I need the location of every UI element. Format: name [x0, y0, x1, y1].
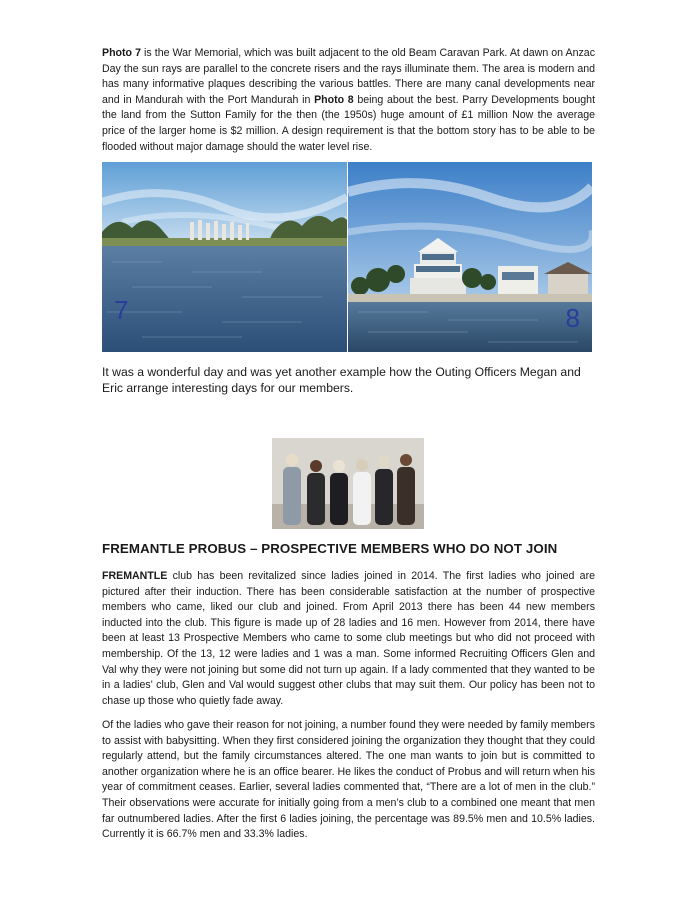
photo8-number: 8 — [565, 303, 580, 333]
photo-war-memorial — [102, 162, 347, 352]
section-heading: FREMANTLE PROBUS – PROSPECTIVE MEMBERS WHO DO NOT JOIN — [102, 541, 558, 556]
paragraph-lead: FREMANTLE — [102, 570, 168, 582]
photo-new-lady-members — [272, 438, 424, 529]
photo7-label: Photo 7 — [102, 47, 141, 59]
photo8-label: Photo 8 — [314, 93, 354, 106]
paragraph-war-memorial — [102, 46, 595, 155]
paragraph-text-b: being about the best. Parry Developments bought the land from the Sutton Family for the then (the 1950s) huge amount of £1 million Now the average price of the larger home is $2 million. A design requirement is that the bottom story has to be able to be flooded without major damage should the water level rise. — [102, 93, 596, 153]
paragraph-body: club has been revitalized since ladies joined in 2014. The first ladies who joined are pictured after their induction. There has been considerable satisfaction at the number of prospective members who came, liked our club and joined. From April 2013 there has been 44 new members inducted into the club. This figure is made up of 28 ladies and 16 men. However from 2014, there have been at least 13 Prospective Members who came to some club meetings but who did not proceed with membership. Of the 13, 12 were ladies and 1 was a man. Some informed Recruiting Officers Glen and Val why they were not joining but some did not turn up again. If a lady commented that they wanted to be in a ladies' club, Glen and Val would suggest other clubs that may suit them. Our policy has been not to chase up those who quietly fade away. — [102, 570, 595, 707]
paragraph-fremantle-club — [102, 569, 595, 709]
photo7-number: 7 — [114, 295, 129, 325]
paragraph-reasons-not-joining: Of the ladies who gave their reason for not joining, a number found they were needed by family members to assist with babysitting. When they first considered joining the organization they thought that they could regularly attend, but the family circumstances altered. The one man wants to join but is committed to another organization where he is an office bearer. He likes the conduct of Probus and will return when his year of commitment ceases. Earlier, several ladies commented that, “There are a lot of men in the club.” Their observations were accurate for initially going from a men’s club to a combined one meant that men far outnumbered ladies. After the first 6 ladies joining, the percentage was 89.5% men and 10.5% ladies. Currently it is 66.7% men and 33.3% ladies. — [102, 719, 595, 841]
paragraph-text-a: is the War Memorial, which was built adjacent to the old Beam Caravan Park. At dawn on Anzac Day the sun rays are parallel to the concrete risers and the rays illuminate them. The area is modern and has many informative plaques describing the various battles. There are many canal developments near and in Mandurah with the Port Mandurah in — [102, 47, 596, 106]
paragraph-wonderful-day: It was a wonderful day and was yet another example how the Outing Officers Megan and Eric arrange interesting days for our members. — [102, 365, 581, 395]
photo-port-mandurah — [348, 162, 592, 352]
